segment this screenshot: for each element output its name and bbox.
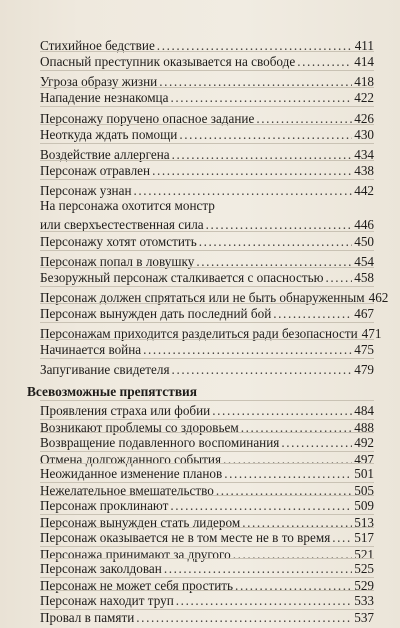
leader-dots xyxy=(179,127,352,143)
entry-title: Опасный преступник оказывается на свободе xyxy=(40,54,296,69)
entry-title: Персонажа принимают за другого xyxy=(40,547,231,562)
leader-dots xyxy=(325,270,352,286)
entry-page: 501 xyxy=(354,466,374,481)
entry-title: Персонажу хотят отомстить xyxy=(40,234,197,249)
toc-entry xyxy=(40,51,374,71)
entry-page: 509 xyxy=(354,498,374,513)
entry-page: 446 xyxy=(354,217,374,232)
leader-dots xyxy=(170,90,352,106)
entry-title: Запугивание свидетеля xyxy=(40,362,170,377)
entry-page: 484 xyxy=(354,403,374,418)
entry-title: Персонаж вынужден стать лидером xyxy=(40,515,241,530)
entry-page: 414 xyxy=(354,54,374,69)
section-heading: Всевозможные препятствия xyxy=(27,384,198,399)
entry-title: Стихийное бедствие xyxy=(40,38,155,53)
toc-entry xyxy=(40,358,374,378)
entry-page: 492 xyxy=(354,435,374,450)
entry-title: Персонаж попал в ловушку xyxy=(40,254,195,269)
entry-title: Персонаж вынужден дать последний бой xyxy=(40,306,272,321)
entry-title: Персонаж проклинают xyxy=(40,498,169,513)
toc-entry xyxy=(40,179,374,199)
entry-page: 513 xyxy=(354,515,374,530)
entry-title: Возникают проблемы со здоровьем xyxy=(40,420,239,435)
entry-page: 497 xyxy=(354,452,374,467)
entry-title: Персонаж не может себя простить xyxy=(40,578,234,593)
entry-page: 505 xyxy=(354,483,374,498)
entry-page: 537 xyxy=(354,610,374,625)
entry-title: Персонаж находит труп xyxy=(40,593,174,608)
entry-title: Воздействие аллергена xyxy=(40,147,170,162)
entry-title: Угроза образу жизни xyxy=(40,74,158,89)
entry-title: Персонажам приходится разделиться ради безопасности xyxy=(40,326,358,341)
entry-page: 438 xyxy=(354,163,374,178)
entry-title-line2: или сверхъестественная сила xyxy=(40,217,204,232)
entry-page: 458 xyxy=(354,270,374,285)
entry-page: 422 xyxy=(354,90,374,105)
entry-title: Проявления страха или фобии xyxy=(40,403,211,418)
entry-title-line1: На персонажа охотится монстр xyxy=(40,198,215,213)
entry-title: Провал в памяти xyxy=(40,610,135,625)
toc-entry xyxy=(40,606,374,626)
entry-title: Персонаж оказывается не в том месте не в то время xyxy=(40,530,331,545)
entry-title: Безоружный персонаж сталкивается с опасностью xyxy=(40,270,324,285)
leader-dots xyxy=(273,306,352,322)
entry-title: Неожиданное изменение планов xyxy=(40,466,223,481)
entry-page: 442 xyxy=(354,183,374,198)
entry-title: Персонаж должен спрятаться или не быть обнаруженным xyxy=(40,290,365,305)
entry-page: 434 xyxy=(354,147,374,162)
entry-page: 517 xyxy=(354,530,374,545)
entry-page: 467 xyxy=(354,306,374,321)
entry-page: 418 xyxy=(354,74,374,89)
entry-page: 488 xyxy=(354,420,374,435)
leader-dots xyxy=(136,610,352,626)
entry-page: 475 xyxy=(354,342,374,357)
toc-entry xyxy=(40,267,374,287)
entry-page: 471 xyxy=(361,326,382,341)
toc-entry xyxy=(40,339,374,359)
entry-title: Неоткуда ждать помощи xyxy=(40,127,178,142)
leader-dots xyxy=(297,54,352,70)
entry-title: Возвращение подавленного воспоминания xyxy=(40,435,280,450)
entry-page: 533 xyxy=(354,593,374,608)
leader-dots xyxy=(134,183,353,199)
toc-entry xyxy=(40,87,374,107)
leader-dots xyxy=(199,234,353,250)
leader-dots xyxy=(152,163,352,179)
entry-page: 426 xyxy=(354,111,374,126)
entry-page: 529 xyxy=(354,578,374,593)
toc-entry xyxy=(40,160,374,180)
entry-title: Персонаж отравлен xyxy=(40,163,151,178)
toc-entry xyxy=(40,124,374,144)
toc-entry xyxy=(40,231,374,251)
entry-title: Нападение незнакомца xyxy=(40,90,169,105)
toc-entry xyxy=(40,213,374,233)
entry-page: 411 xyxy=(354,38,374,53)
leader-dots xyxy=(172,362,353,378)
entry-title: Нежелательное вмешательство xyxy=(40,483,214,498)
entry-page: 521 xyxy=(354,547,374,562)
entry-title: Персонаж узнан xyxy=(40,183,132,198)
entry-page: 462 xyxy=(368,290,389,305)
entry-title: Персонаж заколдован xyxy=(40,561,162,576)
leader-dots xyxy=(143,342,352,358)
entry-title: Персонажу поручено опасное задание xyxy=(40,111,255,126)
entry-page: 525 xyxy=(354,561,374,576)
toc-entry xyxy=(40,303,374,323)
entry-title: Начинается война xyxy=(40,342,142,357)
entry-page: 450 xyxy=(354,234,374,249)
entry-title: Отмена долгожданного события xyxy=(40,452,222,467)
entry-page: 454 xyxy=(354,254,374,269)
entry-page: 479 xyxy=(354,362,374,377)
entry-page: 430 xyxy=(354,127,374,142)
